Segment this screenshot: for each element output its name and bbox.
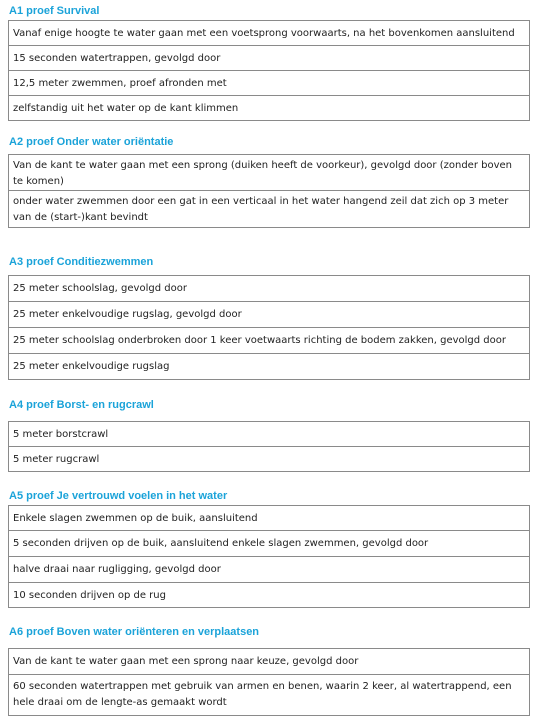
table-row: zelfstandig uit het water op de kant klimmen — [8, 95, 530, 121]
table-row: Van de kant te water gaan met een sprong naar keuze, gevolgd door — [8, 648, 530, 675]
table-row: 25 meter schoolslag onderbroken door 1 keer voetwaarts richting de bodem zakken, gevolgd door — [8, 327, 530, 354]
table-row: 5 meter rugcrawl — [8, 446, 530, 472]
section-title-a5: A5 proef Je vertrouwd voelen in het water — [9, 490, 228, 502]
table-row: onder water zwemmen door een gat in een verticaal in het water hangend zeil dat zich op 3 meter van de (start-)kant bevindt — [8, 190, 530, 228]
table-a3 — [8, 275, 530, 380]
section-title-a6: A6 proef Boven water oriënteren en verplaatsen — [9, 626, 260, 638]
table-a6 — [8, 648, 530, 716]
table-row: 12,5 meter zwemmen, proef afronden met — [8, 70, 530, 96]
table-row: 15 seconden watertrappen, gevolgd door — [8, 45, 530, 71]
table-row: 25 meter schoolslag, gevolgd door — [8, 275, 530, 302]
table-row: 25 meter enkelvoudige rugslag, gevolgd door — [8, 301, 530, 328]
table-a5 — [8, 505, 530, 608]
table-a2 — [8, 154, 530, 228]
section-title-a1: A1 proef Survival — [9, 5, 100, 17]
table-row: Vanaf enige hoogte te water gaan met een voetsprong voorwaarts, na het bovenkomen aansluitend — [8, 20, 530, 46]
section-title-a4: A4 proef Borst- en rugcrawl — [9, 399, 154, 411]
table-row: Van de kant te water gaan met een sprong (duiken heeft de voorkeur), gevolgd door (zonder boven te komen) — [8, 154, 530, 191]
section-title-a3: A3 proef Conditiezwemmen — [9, 256, 154, 268]
table-row: Enkele slagen zwemmen op de buik, aansluitend — [8, 505, 530, 531]
section-title-a2: A2 proef Onder water oriëntatie — [9, 136, 174, 148]
table-a4 — [8, 421, 530, 472]
table-row: 60 seconden watertrappen met gebruik van armen en benen, waarin 2 keer, al watertrappend, een hele draai om de lengte-as gemaakt wordt — [8, 674, 530, 716]
table-row: halve draai naar rugligging, gevolgd door — [8, 556, 530, 583]
table-a1 — [8, 20, 530, 121]
table-row: 25 meter enkelvoudige rugslag — [8, 353, 530, 380]
table-row: 5 seconden drijven op de buik, aansluitend enkele slagen zwemmen, gevolgd door — [8, 530, 530, 557]
table-row: 10 seconden drijven op de rug — [8, 582, 530, 608]
table-row: 5 meter borstcrawl — [8, 421, 530, 447]
